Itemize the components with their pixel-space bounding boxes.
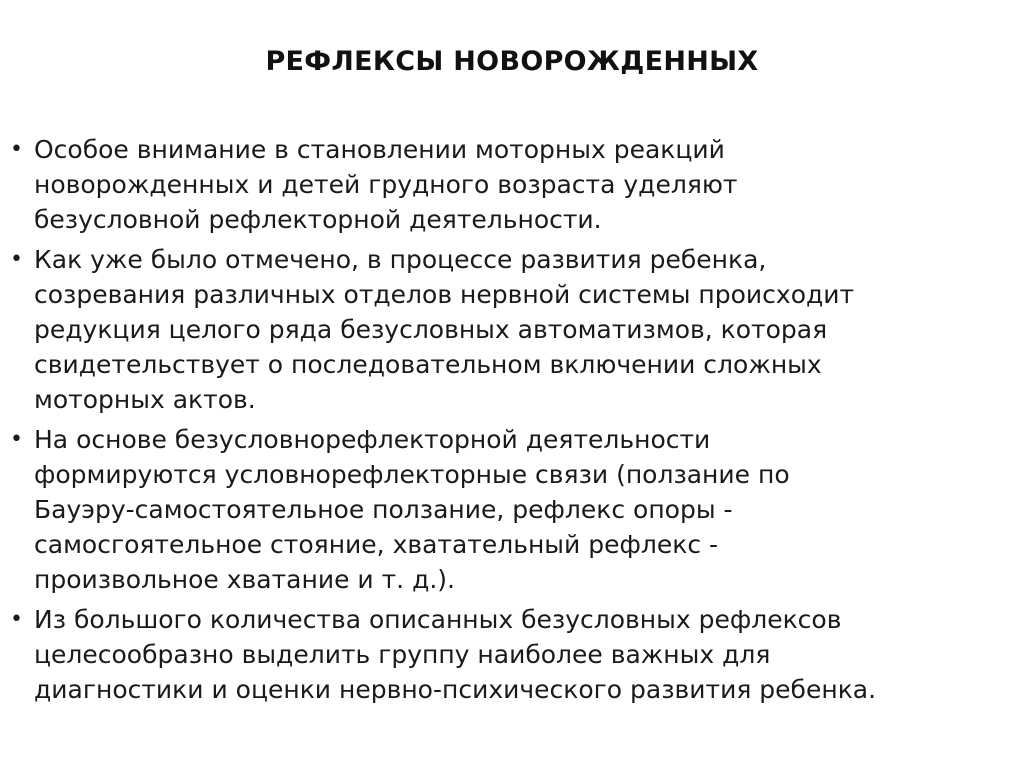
bullet-text-line: Как уже было отмечено, в процессе развития ребенка, — [34, 244, 767, 274]
bullet-point-icon: • — [10, 606, 23, 632]
bullet-item — [10, 132, 1010, 238]
bullet-text-line: Из большого количества описанных безусловных рефлексов — [34, 604, 842, 634]
bullet-text-line: новорожденных и детей грудного возраста уделяют — [34, 170, 738, 200]
bullet-text-line: самосгоятельное стояние, хватательный рефлекс - — [34, 530, 719, 560]
slide-title: РЕФЛЕКСЫ НОВОРОЖДЕННЫХ — [265, 46, 759, 77]
bullet-text-line: созревания различных отделов нервной системы происходит — [34, 279, 855, 309]
bullet-text-line: диагностики и оценки нервно-психического развития ребенка. — [34, 675, 877, 705]
bullet-text-line: На основе безусловнорефлекторной деятельности — [34, 424, 711, 454]
bullet-point-icon: • — [10, 426, 23, 452]
bullet-text-line: свидетельствует о последовательном включении сложных — [34, 350, 822, 380]
bullet-text-line: безусловной рефлекторной деятельности. — [34, 205, 602, 235]
bullet-text-line: формируются условнорефлекторные связи (ползание по — [34, 459, 790, 489]
bullet-text-line: целесообразно выделить группу наиболее важных для — [34, 639, 771, 669]
bullet-item — [10, 422, 1010, 598]
bullet-item — [10, 242, 1010, 418]
bullet-text-line: моторных актов. — [34, 385, 256, 415]
bullet-text-line: Особое внимание в становлении моторных реакций — [34, 135, 725, 164]
bullet-point-icon: • — [10, 137, 23, 162]
bullet-item — [10, 602, 1010, 708]
bullet-text-line: редукция целого ряда безусловных автоматизмов, которая — [34, 315, 828, 345]
bullet-point-icon: • — [10, 246, 23, 272]
bullet-list — [10, 132, 1010, 711]
bullet-text-line: произвольное хватание и т. д.). — [34, 565, 455, 595]
bullet-text-line: Бауэру-самостоятельное ползание, рефлекс опоры - — [34, 495, 733, 525]
